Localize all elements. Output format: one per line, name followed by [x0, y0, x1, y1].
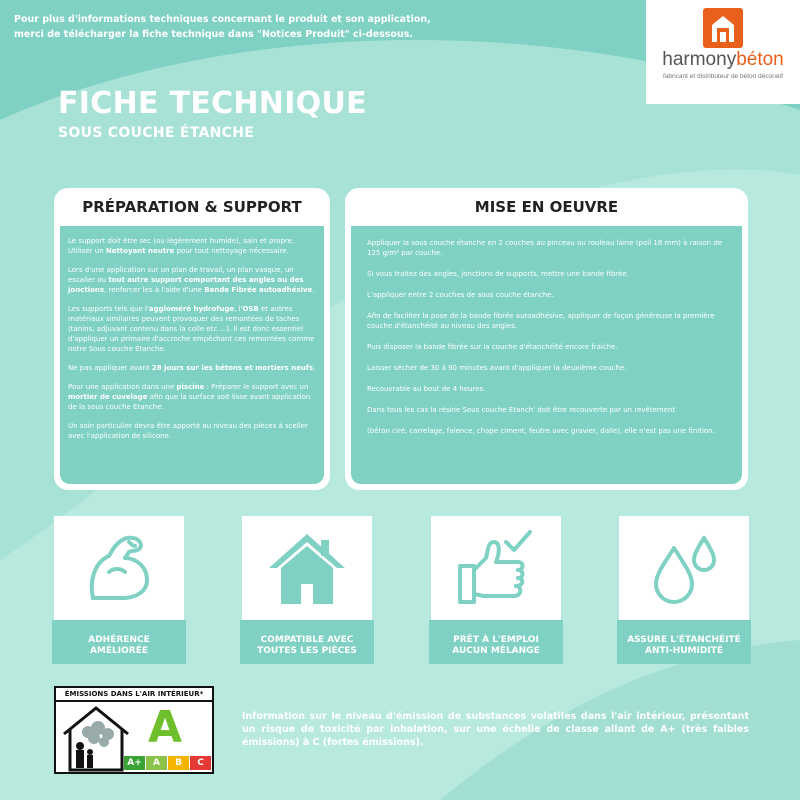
brand-tagline: fabricant et distributeur de béton décoratif: [663, 73, 783, 80]
flexed-arm-icon: [79, 528, 159, 608]
brand-name-part1: harmony: [662, 49, 737, 70]
emission-class-a: A: [146, 756, 167, 770]
download-notice: [14, 12, 614, 42]
feature-icon-box: [242, 516, 372, 626]
feature-icon-box: [431, 516, 561, 626]
emission-class-c: C: [190, 756, 211, 770]
emission-class-b: B: [168, 756, 189, 770]
preparation-heading: PRÉPARATION & SUPPORT: [82, 198, 302, 216]
feature-compatible: [242, 516, 372, 656]
brand-logo[interactable]: [646, 0, 800, 104]
feature-adhesion: [54, 516, 184, 656]
emission-label: [54, 686, 214, 774]
mise-paragraph: Laisser sécher de 30 à 90 minutes avant d'appliquer la deuxième couche.: [367, 364, 627, 372]
mise-paragraph: Si vous traitez des angles, jonctions de supports, mettre une bande fibrée.: [367, 270, 629, 278]
mise-en-oeuvre-body: [351, 226, 742, 484]
preparation-panel: [54, 188, 330, 490]
brand-name-part2: béton: [736, 49, 784, 70]
preparation-paragraph: Pour une application dans une piscine : Préparer le support avec un mortier de cuvelage afin que la surface soit lisse avant application de la sous couche Etanche.: [68, 383, 311, 411]
thumbs-up-check-icon: [456, 528, 536, 608]
notice-line-2: merci de télécharger la fiche technique dans "Notices Produit" ci-dessous.: [14, 29, 413, 40]
preparation-body: [60, 226, 324, 484]
page-subtitle: SOUS COUCHE ÉTANCHE: [58, 125, 255, 141]
feature-icon-box: [619, 516, 749, 626]
emission-class-a-plus: A+: [124, 756, 145, 770]
mise-paragraph: L'appliquer entre 2 couches de sous couche étanche.: [367, 291, 554, 299]
feature-label: ADHÉRENCE AMÉLIORÉE: [52, 620, 186, 664]
emission-info-text: Information sur le niveau d'émission de substances volatiles dans l'air intérieur, présentant un risque de toxicité par inhalation, sur une échelle de classe allant de A+ (très faibles émissions) à C (fortes émissions).: [242, 711, 749, 748]
mise-en-oeuvre-panel: [345, 188, 748, 490]
mise-paragraph: Puis disposer la bande fibrée sur la couche d'étanchéité encore fraiche.: [367, 343, 618, 351]
feature-waterproof: [619, 516, 749, 656]
brand-name: [646, 49, 800, 71]
preparation-paragraph: Les supports tels que l'aggloméré hydrofuge, l'OSB et autres matériaux similaires peuvent provoquer des remontées de taches (tanins, adjuvant contenu dans la colle etc ...). Il est donc essentiel d'appliquer un primaire d'accroche empêchant ces remontées comme notre Sous couche Étanche.: [68, 305, 315, 353]
feature-icon-box: [54, 516, 184, 626]
emission-grade: A: [148, 702, 183, 753]
feature-label: ASSURE L'ÉTANCHÉITÉ ANTI-HUMIDITÉ: [617, 620, 751, 664]
mise-paragraph: Appliquer la sous couche étanche en 2 couches au pinceau ou rouleau laine (poil 18 mm) à raison de 125 g/m² par couche.: [367, 239, 723, 257]
mise-paragraph: Dans tous les cas la résine Sous couche Etanch' doit être recouverte par un revêtement: [367, 406, 676, 414]
preparation-paragraph: Ne pas appliquer avant 28 jours sur les bétons et mortiers neufs.: [68, 364, 316, 372]
mise-paragraph: Recouvrable au bout de 4 heures.: [367, 385, 486, 393]
water-drops-icon: [644, 528, 724, 608]
house-logo-icon: [703, 8, 743, 48]
house-icon: [267, 528, 347, 608]
mise-paragraph: (béton ciré, carrelage, faïence, chape ciment, feutre avec gravier, dalle), elle n'est pas une finition.: [367, 427, 715, 435]
emission-scale: [124, 756, 212, 770]
mise-en-oeuvre-heading: MISE EN OEUVRE: [474, 198, 619, 216]
feature-label: COMPATIBLE AVEC TOUTES LES PIÈCES: [240, 620, 374, 664]
preparation-paragraph: Lors d'une application sur un plan de travail, un plan vasque, un escalier ou tout autre support comportant des angles ou des jonctions, renforcer les à l'aide d'une Bande Fibrée autoadhésive.: [68, 266, 315, 294]
preparation-paragraph: Le support doit être sec (ou légèrement humide), sain et propre. Utiliser un Nettoyant neutre pour tout nettoyage nécessaire.: [68, 237, 295, 255]
mise-paragraph: Afin de faciliter la pose de la bande fibrée autoadhésive, appliquer de façon généreuse la première couche d'étanchéité au niveau des angles.: [367, 312, 715, 330]
notice-line-1: Pour plus d'informations techniques concernant le produit et son application,: [14, 14, 431, 25]
preparation-paragraph: Un soin particulier devra être apporté au niveau des pièces à sceller avec l'application de silicone.: [68, 422, 308, 440]
page-title: FICHE TECHNIQUE: [58, 86, 367, 121]
house-air-quality-icon: [60, 704, 132, 772]
feature-label: PRÊT À L'EMPLOI AUCUN MÉLANGE: [429, 620, 563, 664]
emission-title: ÉMISSIONS DANS L'AIR INTÉRIEUR*: [56, 688, 212, 702]
feature-ready: [431, 516, 561, 656]
